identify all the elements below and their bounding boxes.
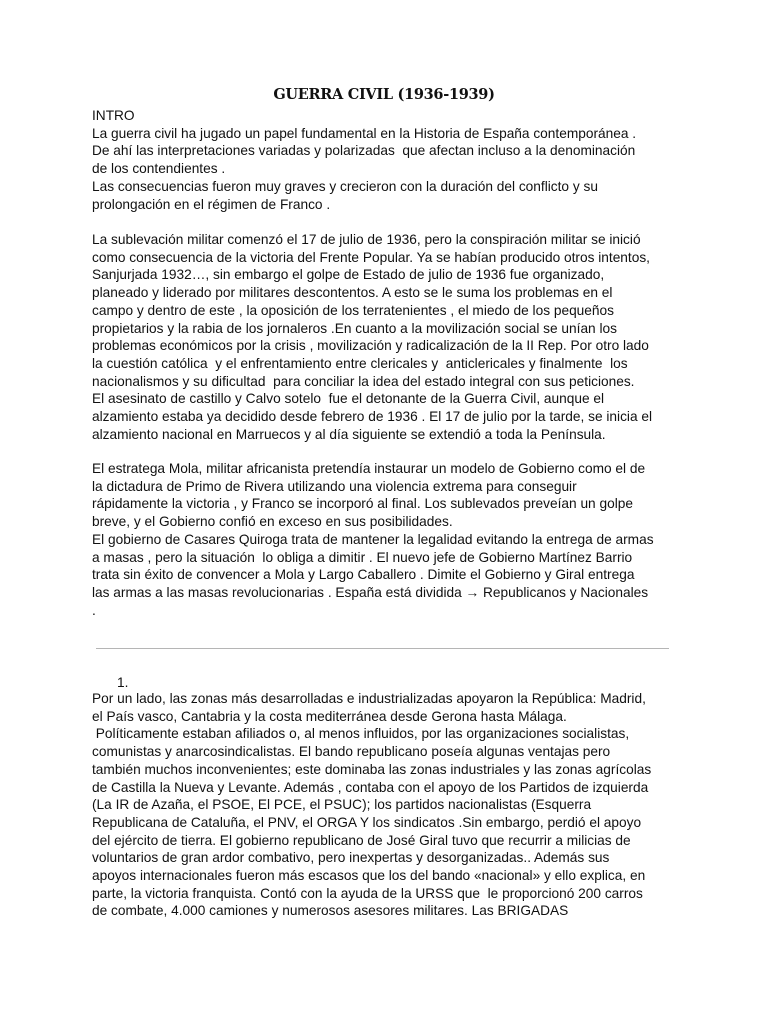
text-line: de los contendientes . xyxy=(92,161,226,177)
text-line: La guerra civil ha jugado un papel fundamental en la Historia de España contemporánea . xyxy=(92,125,637,141)
text-line: el País vasco, Cantabria y la costa mediterránea desde Gerona hasta Málaga. xyxy=(92,708,567,724)
text-line: De ahí las interpretaciones variadas y polarizadas que afectan incluso a la denominación xyxy=(92,143,636,159)
text-line: de Castilla la Nueva y Levante. Además , contaba con el apoyo de los Partidos de izquierda xyxy=(92,779,649,795)
text-line: prolongación en el régimen de Franco . xyxy=(92,196,331,212)
text-line: Las consecuencias fueron muy graves y crecieron con la duración del conflicto y su xyxy=(92,178,598,194)
intro-paragraph xyxy=(92,107,692,213)
text-line: a masas , pero la situación lo obliga a dimitir . El nuevo jefe de Gobierno Martínez Barrio xyxy=(92,549,633,565)
text-line: Republicana de Cataluña, el PNV, el ORGA Y los sindicatos .Sin embargo, perdió el apoyo xyxy=(92,814,642,830)
text-line: Sanjurjada 1932…, sin embargo el golpe de Estado de julio de 1936 fue organizado, xyxy=(92,267,605,283)
text-line: parte, la victoria franquista. Contó con la ayuda de la URSS que le proporcionó 200 carros xyxy=(92,885,643,901)
text-line: como consecuencia de la victoria del Frente Popular. Ya se habían producido otros intentos, xyxy=(92,249,650,265)
text-line: alzamiento nacional en Marruecos y al día siguiente se extendió a toda la Península. xyxy=(92,426,606,442)
text-line: comunistas y anarcosindicalistas. El bando republicano poseía algunas ventajas pero xyxy=(92,744,611,760)
text-line: INTRO xyxy=(92,108,135,123)
text-line: nacionalismos y su dificultad para conciliar la idea del estado integral con sus peticiones. xyxy=(92,373,635,389)
text-line: problemas económicos por la crisis , movilización y radicalización de la II Rep. Por otro lado xyxy=(92,338,649,354)
text-line: voluntarios de gran ardor combativo, pero inexpertas y desorganizadas.. Además sus xyxy=(92,850,610,866)
text-line: propietarios y la rabia de los jornaleros .En cuanto a la movilización social se unían los xyxy=(92,320,617,336)
text-line: la cuestión católica y el enfrentamiento entre clericales y anticlericales y finalmente los xyxy=(92,355,628,371)
text-line: del ejército de tierra. El gobierno republicano de José Giral tuvo que recurrir a milicias de xyxy=(92,832,631,848)
paragraph-sublevacion xyxy=(92,231,692,443)
text-line: El estratega Mola, militar africanista pretendía instaurar un modelo de Gobierno como el de xyxy=(92,461,646,476)
page-title: GUERRA CIVIL (1936-1939) xyxy=(273,86,495,103)
text-line: El asesinato de castillo y Calvo sotelo fue el detonante de la Guerra Civil, aunque el xyxy=(92,391,605,407)
text-line: Por un lado, las zonas más desarrolladas e industrializadas apoyaron la República: Madrid, xyxy=(92,691,646,706)
text-line: El gobierno de Casares Quiroga trata de mantener la legalidad evitando la entrega de armas xyxy=(92,531,654,547)
text-line: breve, y el Gobierno confió en exceso en sus posibilidades. xyxy=(92,514,453,530)
paragraph-mola xyxy=(92,460,692,619)
text-line: La sublevación militar comenzó el 17 de julio de 1936, pero la conspiración militar se inició xyxy=(92,232,641,247)
text-line: alzamiento estaba ya decidido desde febrero de 1936 . El 17 de julio por la tarde, se inicia el xyxy=(92,409,653,425)
paragraph-republica xyxy=(92,690,692,920)
text-line: . xyxy=(92,602,96,618)
text-line: apoyos internacionales fueron más escasos que los del bando «nacional» y ello explica, en xyxy=(92,868,646,884)
text-line: de combate, 4.000 camiones y numerosos asesores militares. Las BRIGADAS xyxy=(92,903,569,919)
horizontal-divider xyxy=(96,648,669,649)
text-line: las armas a las masas revolucionarias . España está dividida → Republicanos y Nacionales xyxy=(92,584,649,600)
text-line: rápidamente la victoria , y Franco se incorporó al final. Los sublevados preveían un golpe xyxy=(92,496,633,512)
text-line: también muchos inconvenientes; este dominaba las zonas industriales y las zonas agrícolas xyxy=(92,761,652,777)
text-line: trata sin éxito de convencer a Mola y Largo Caballero . Dimite el Gobierno y Giral entrega xyxy=(92,567,635,583)
text-line: (La IR de Azaña, el PSOE, El PCE, el PSUC); los partidos nacionalistas (Esquerra xyxy=(92,797,592,813)
text-line: la dictadura de Primo de Rivera utilizando una violencia extrema para conseguir xyxy=(92,478,577,494)
section-number: 1. xyxy=(117,675,129,690)
text-line: planeado y liderado por militares descontentos. A esto se le suma los problemas en el xyxy=(92,285,613,301)
text-line: campo y dentro de este , la oposición de los terratenientes , el miedo de los pequeños xyxy=(92,302,614,318)
text-line: Políticamente estaban afiliados o, al menos influidos, por las organizaciones socialistas, xyxy=(92,726,630,742)
